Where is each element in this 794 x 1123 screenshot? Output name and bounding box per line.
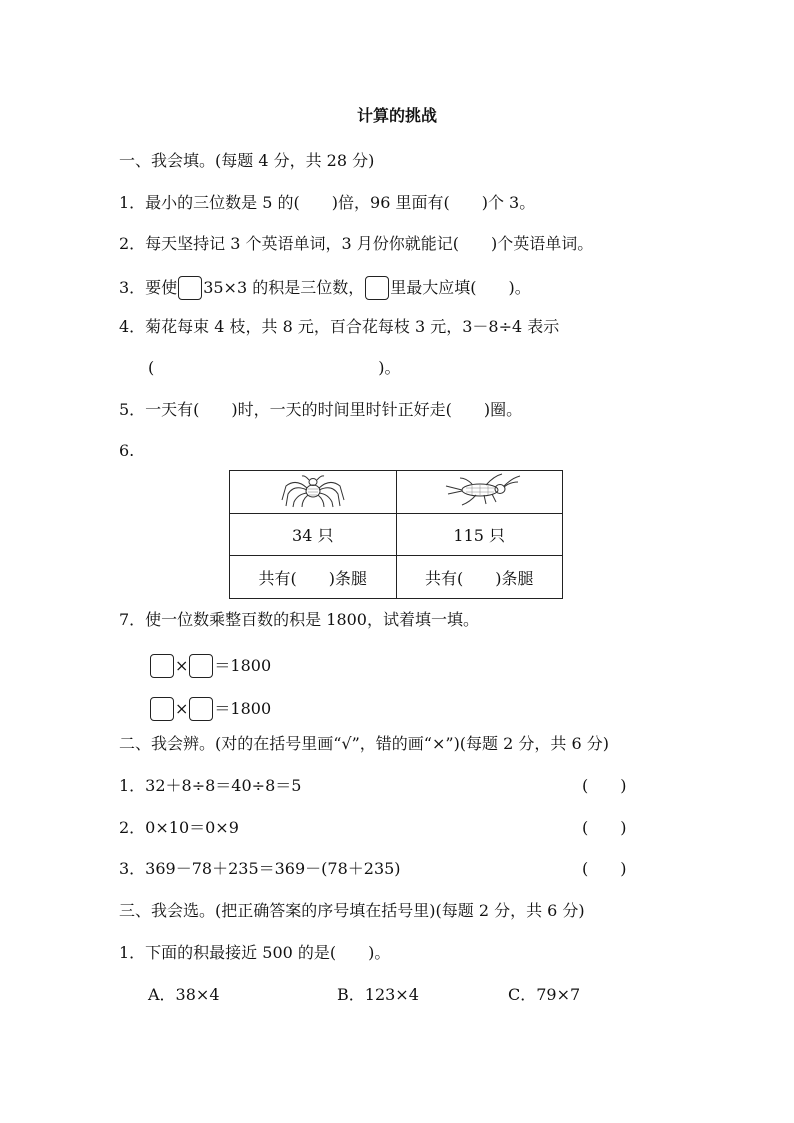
judge-bracket-1[interactable]: ( ) — [582, 776, 627, 795]
question-1-2: 2．每天坚持记 3 个英语单词，3 月份你就能记( )个英语单词。 — [119, 234, 594, 253]
equation-result: ＝1800 — [214, 656, 272, 675]
question-1-3 — [119, 276, 531, 300]
answer-box[interactable] — [365, 276, 389, 300]
judge-bracket-2[interactable]: ( ) — [582, 818, 627, 837]
spider-count: 34 只 — [230, 514, 397, 556]
judge-item-2: 2．0×10＝0×9 — [119, 818, 239, 837]
cricket-cell — [396, 471, 563, 514]
option-c[interactable]: C．79×7 — [508, 985, 581, 1004]
answer-box[interactable] — [189, 654, 213, 678]
judge-item-3: 3．369－78＋235＝369－(78＋235) — [119, 859, 401, 878]
legs-table — [229, 470, 563, 599]
cricket-icon — [436, 472, 522, 508]
question-1-5: 5．一天有( )时，一天的时间里时针正好走( )圈。 — [119, 400, 523, 419]
answer-box[interactable] — [178, 276, 202, 300]
section1-heading: 一、我会填。(每题 4 分，共 28 分) — [119, 151, 375, 170]
section2-heading: 二、我会辨。(对的在括号里画“√”，错的画“×”)(每题 2 分，共 6 分) — [119, 734, 609, 753]
equation-result: ＝1800 — [214, 699, 272, 718]
cricket-legs-answer[interactable]: 共有( )条腿 — [396, 556, 563, 599]
equation-row-1 — [149, 654, 271, 678]
question-1-1: 1．最小的三位数是 5 的( )倍，96 里面有( )个 3。 — [119, 193, 536, 212]
answer-box[interactable] — [189, 697, 213, 721]
section3-heading: 三、我会选。(把正确答案的序号填在括号里)(每题 2 分，共 6 分) — [119, 901, 585, 920]
question-1-6-label: 6. — [119, 441, 135, 460]
answer-box[interactable] — [150, 654, 174, 678]
equation-row-2 — [149, 697, 271, 721]
spider-icon — [280, 472, 346, 508]
question-1-3-part2: 35×3 的积是三位数， — [203, 278, 365, 297]
times-sign: × — [175, 699, 189, 718]
question-1-4-line1: 4．菊花每束 4 枝，共 8 元，百合花每枝 3 元，3－8÷4 表示 — [119, 317, 560, 336]
question-1-3-part1: 3．要使 — [119, 278, 178, 297]
times-sign: × — [175, 656, 189, 675]
question-1-3-part3: 里最大应填( )。 — [390, 278, 531, 297]
choice-question-1: 1．下面的积最接近 500 的是( )。 — [119, 943, 391, 962]
cricket-count: 115 只 — [396, 514, 563, 556]
question-1-4-line2: ( )。 — [148, 358, 401, 377]
answer-box[interactable] — [150, 697, 174, 721]
spider-legs-answer[interactable]: 共有( )条腿 — [230, 556, 397, 599]
question-1-7: 7．使一位数乘整百数的积是 1800，试着填一填。 — [119, 610, 479, 629]
option-b[interactable]: B．123×4 — [337, 985, 419, 1004]
judge-bracket-3[interactable]: ( ) — [582, 859, 627, 878]
judge-item-1: 1．32＋8÷8＝40÷8＝5 — [119, 776, 302, 795]
page-title: 计算的挑战 — [356, 106, 437, 125]
option-a[interactable]: A．38×4 — [148, 985, 220, 1004]
spider-cell — [230, 471, 397, 514]
